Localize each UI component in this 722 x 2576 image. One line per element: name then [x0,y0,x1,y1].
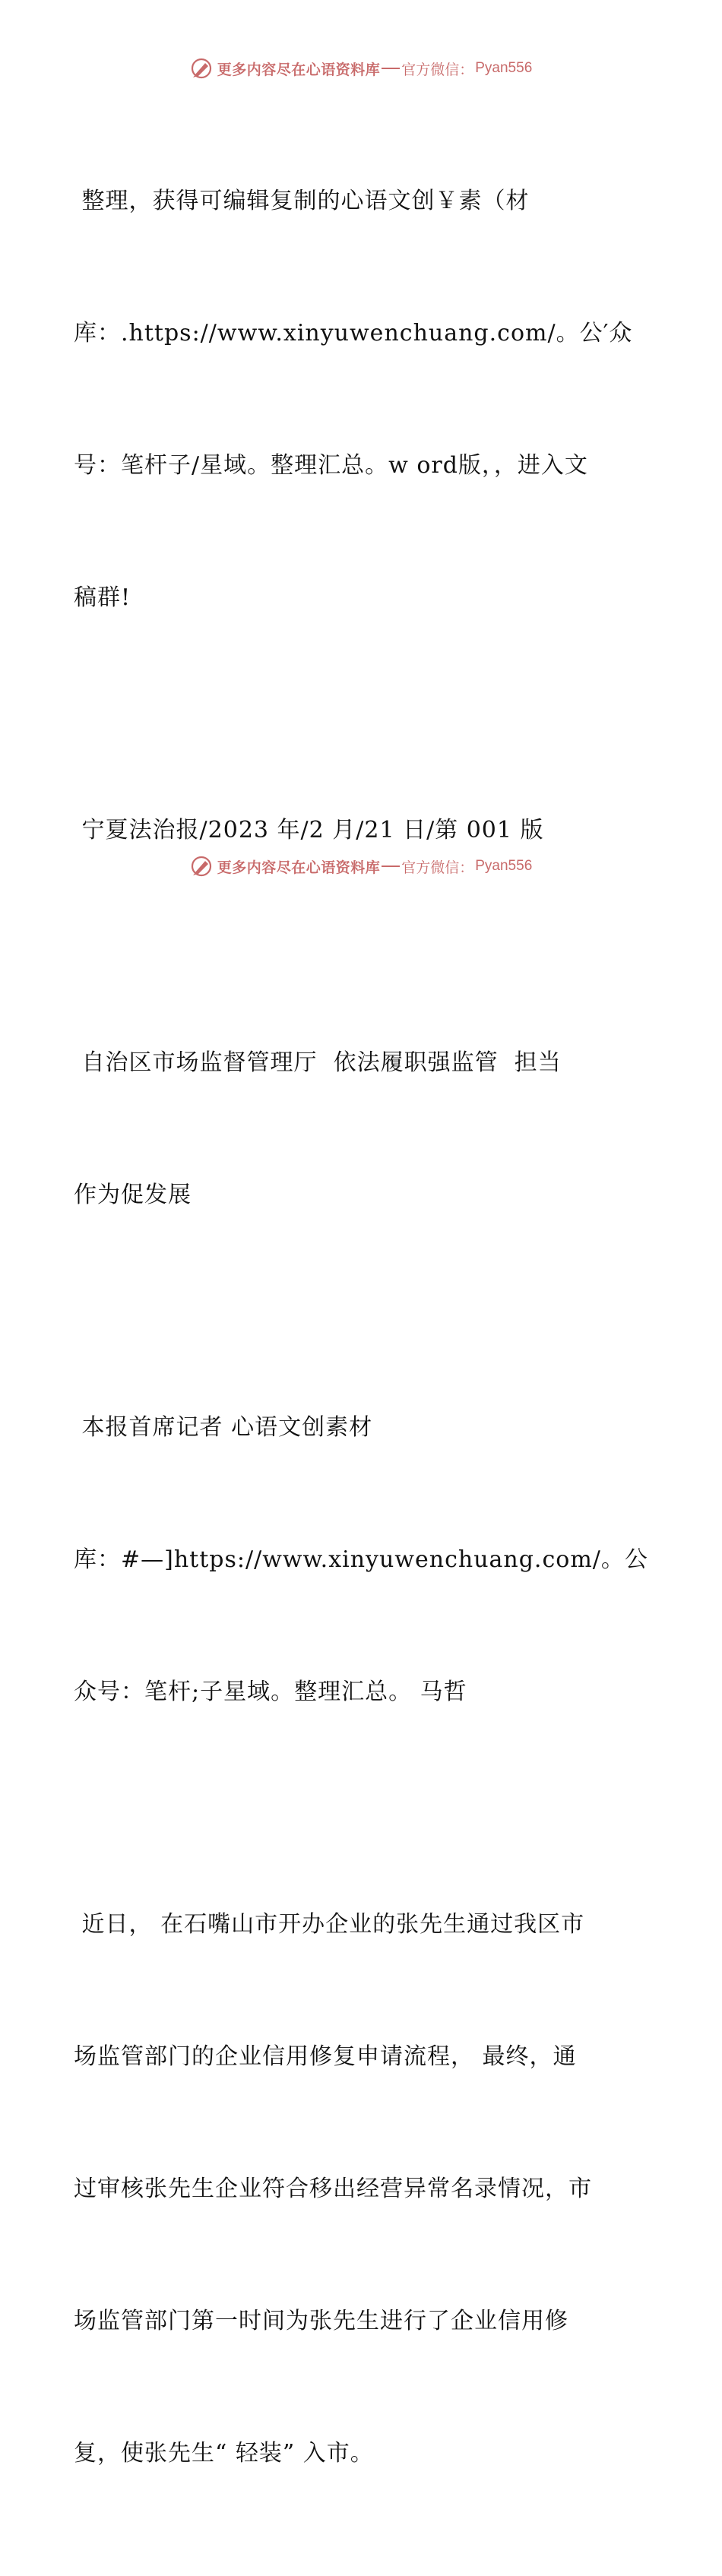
text-line: 近日， 在石嘴山市开办企业的张先生通过我区市 [74,1911,585,1938]
paragraph-intro [74,91,659,708]
banner-sub-text: 官方微信： [401,859,474,876]
text-line: 场监管部门第一时间为张先生进行了企业信用修 [74,2308,568,2334]
banner-dash [382,68,400,69]
text-line: 宁夏法治报/2023 年/2 月/21 日/第 001 版 [74,817,544,843]
banner-sub-text: 官方微信： [401,61,474,78]
document-body [74,91,659,2576]
banner-main-text: 更多内容尽在心语资料库 [217,859,381,876]
text-line: 作为促发展 [74,1182,192,1208]
paragraph-headline [74,953,659,1305]
text-line: 整理，获得可编辑复制的心语文创￥素（材 [74,188,530,214]
text-line: 场监管部门的企业信用修复申请流程， 最终，通 [74,2043,577,2070]
text-line: 复，使张先生“ 轻装” 入市。 [74,2440,374,2467]
text-line: 众号：笔杆;子星域。整理汇总。 马哲 [74,1679,467,1705]
pen-logo-icon [190,855,213,878]
text-line: 本报首席记者 心语文创素材 [74,1414,373,1441]
text-line: 自治区市场监督管理厅 依法履职强监管 担当 [74,1049,562,1076]
text-line: 库：#—]https://www.xinyuwenchuang.com/。公 [74,1546,648,1573]
header-banner [0,53,722,84]
text-line: 库：.https://www.xinyuwenchuang.com/。公′众 [74,320,633,347]
text-line: 号：笔杆子/星域。整理汇总。w ord版，，进入文 [74,452,588,479]
pen-logo-icon [190,57,213,80]
paragraph-source [74,720,659,941]
paragraph-byline [74,1318,659,1802]
text-line: 过审核张先生企业符合移出经营异常名录情况，市 [74,2176,592,2202]
footer-banner [0,851,722,881]
banner-main-text: 更多内容尽在心语资料库 [217,61,381,78]
banner-wechat-id: Pyan556 [475,60,533,76]
paragraph-body [74,1815,659,2564]
text-line: 稿群! [74,584,131,611]
banner-dash [382,866,400,867]
banner-wechat-id: Pyan556 [475,858,533,874]
